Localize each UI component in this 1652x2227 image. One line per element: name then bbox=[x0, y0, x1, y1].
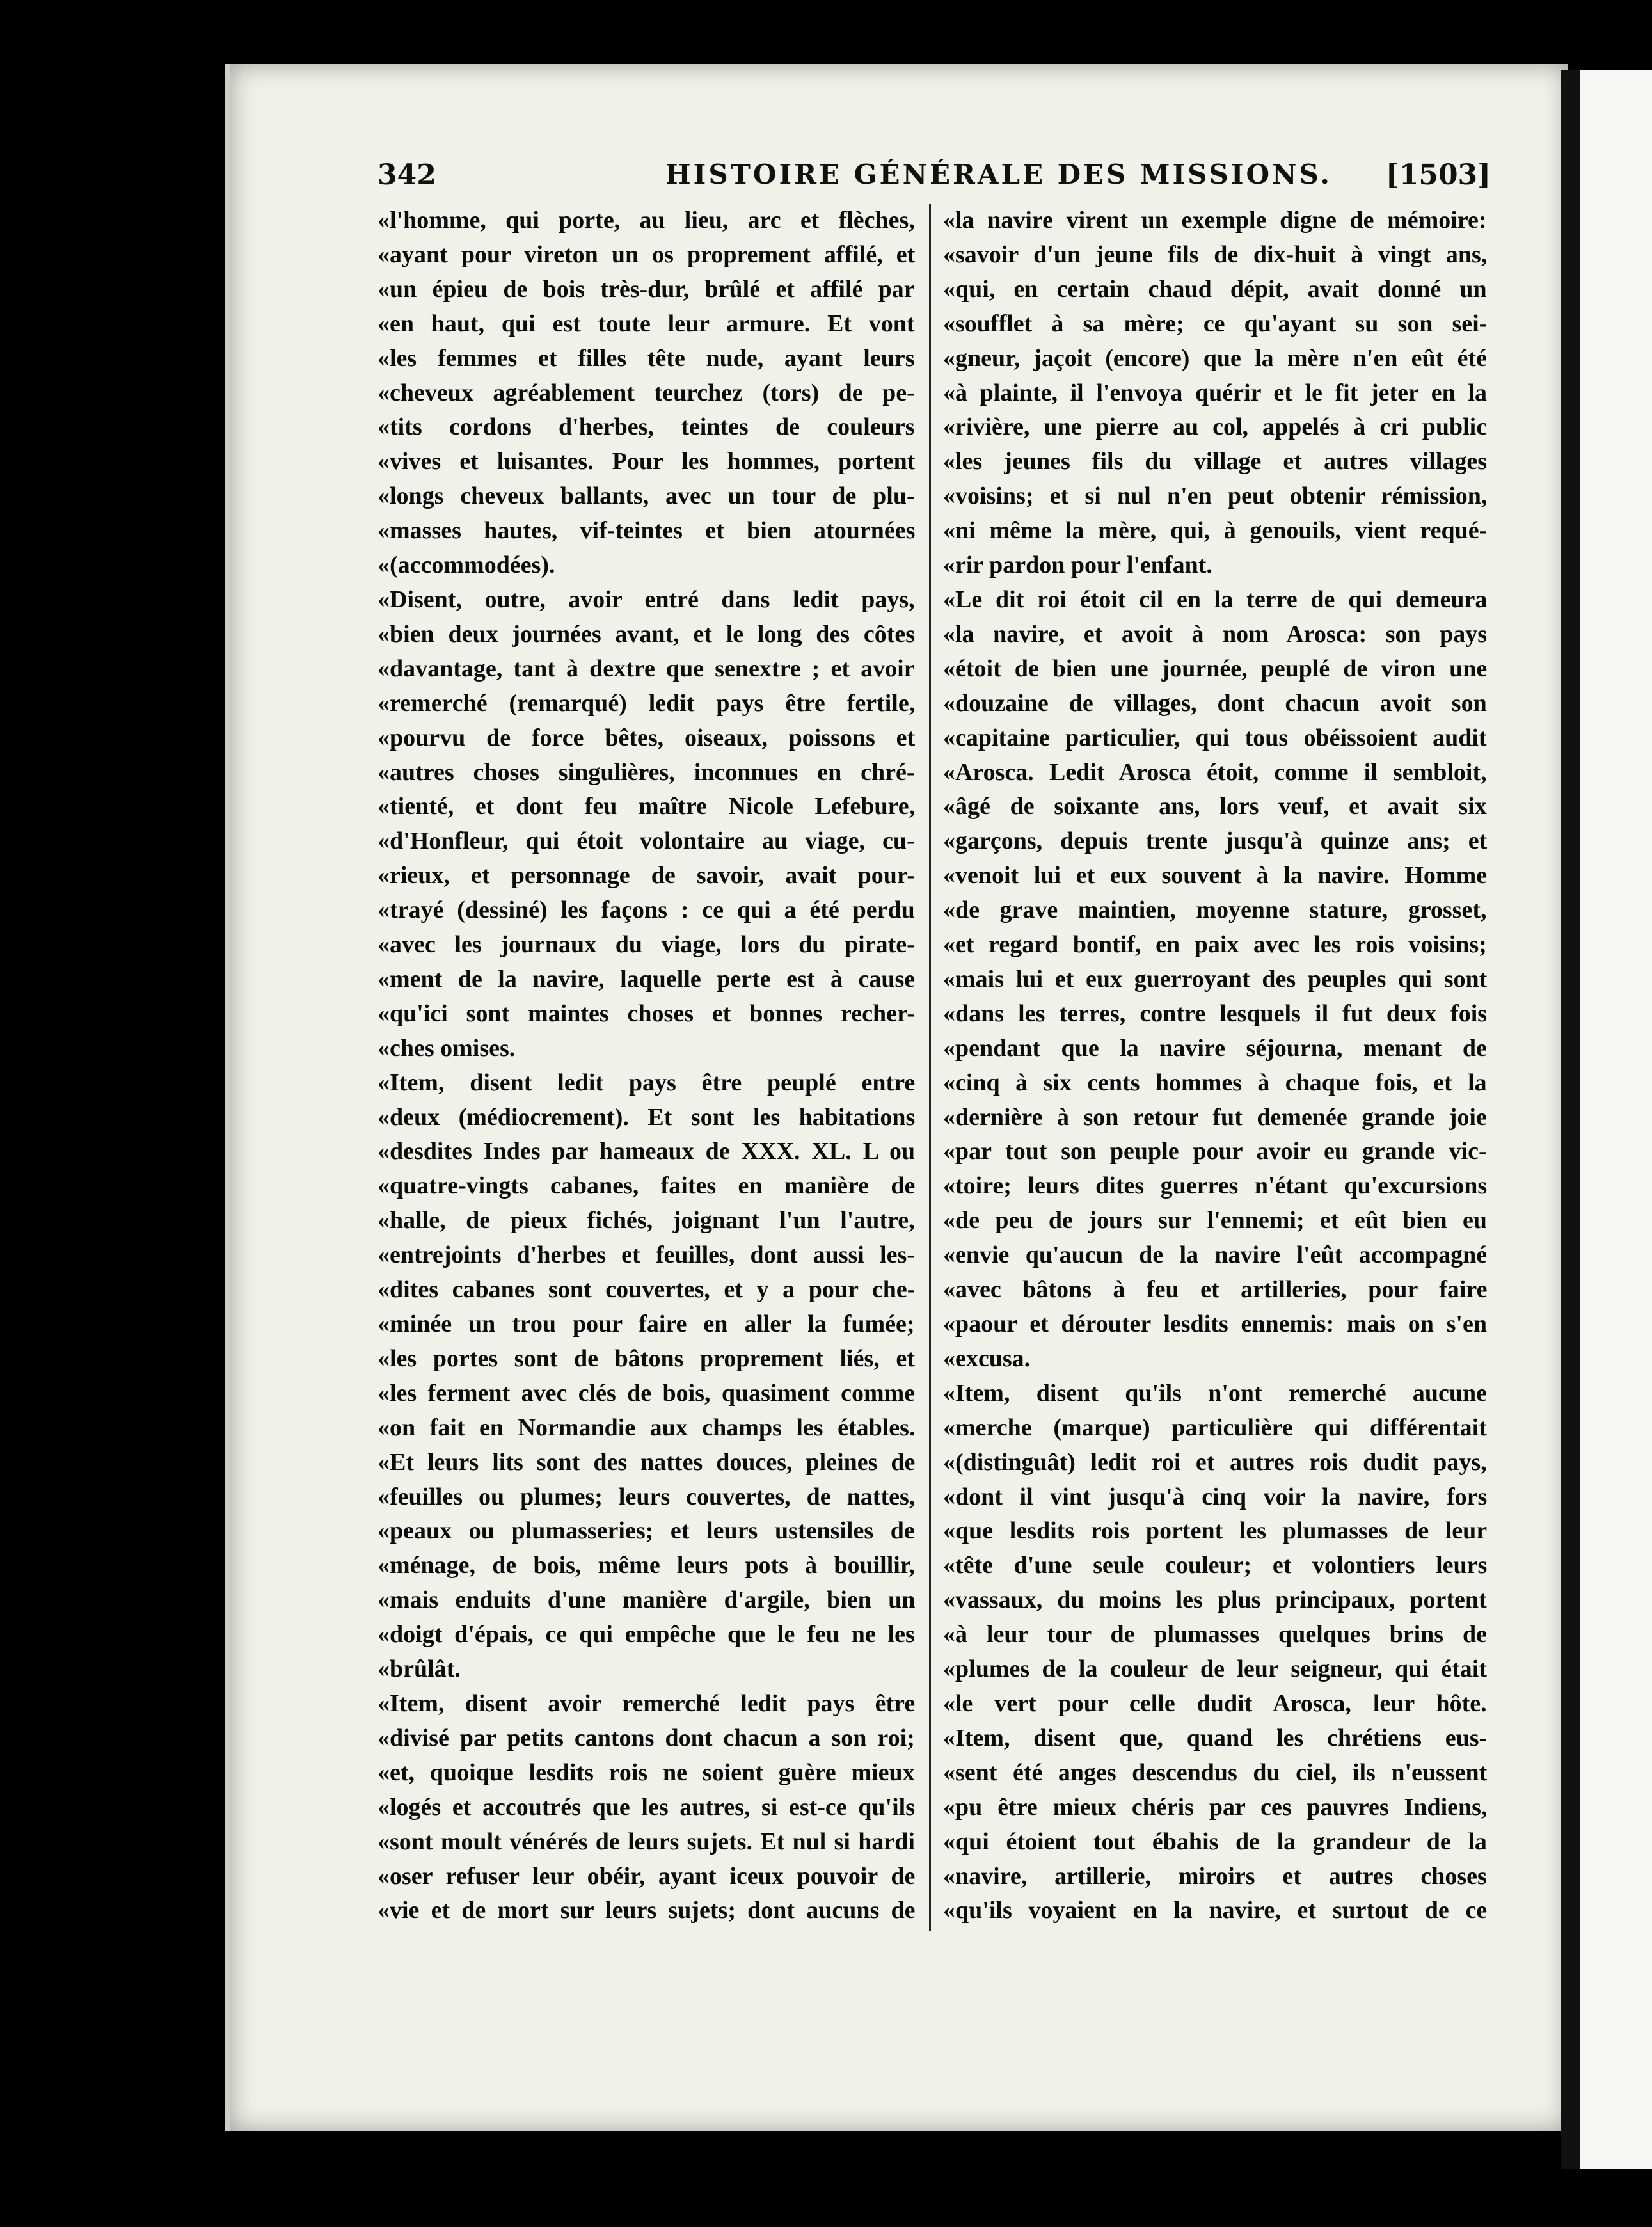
text-line: «un épieu de bois très-dur, brûlé et affilé par bbox=[377, 275, 915, 303]
text-line: «rir pardon pour l'enfant. bbox=[943, 552, 1212, 579]
text-line: «cinq à six cents hommes à chaque fois, et la bbox=[943, 1069, 1487, 1096]
text-line: «dont il vint jusqu'à cinq voir la navire, fors bbox=[943, 1483, 1487, 1510]
text-line: «étoit de bien une journée, peuplé de viron une bbox=[943, 655, 1487, 682]
text-line: «avec bâtons à feu et artilleries, pour faire bbox=[943, 1276, 1487, 1304]
column-divider bbox=[929, 204, 931, 1931]
text-line: «minée un trou pour faire en aller la fumée; bbox=[377, 1311, 915, 1337]
text-line: «l'homme, qui porte, au lieu, arc et flèches, bbox=[377, 207, 915, 234]
text-line: «davantage, tant à dextre que senextre ; et avoir bbox=[377, 655, 915, 682]
text-line: «rieux, et personnage de savoir, avait pour- bbox=[377, 862, 915, 890]
text-line: «tits cordons d'herbes, teintes de couleurs bbox=[377, 413, 915, 441]
text-line: «(distinguât) ledit roi et autres rois dudit pays, bbox=[943, 1448, 1487, 1476]
page-number: 342 bbox=[377, 159, 436, 191]
text-line: «oser refuser leur obéir, ayant iceux pouvoir de bbox=[377, 1862, 915, 1890]
text-line: «douzaine de villages, dont chacun avoit son bbox=[943, 689, 1487, 717]
text-line: «de grave maintien, moyenne stature, grosset, bbox=[943, 897, 1487, 924]
text-line: «dans les terres, contre lesquels il fut deux fois bbox=[943, 1000, 1487, 1027]
running-header bbox=[377, 159, 1491, 197]
text-line: «pendant que la navire séjourna, menant de bbox=[943, 1034, 1487, 1062]
text-line: «on fait en Normandie aux champs les étables. bbox=[377, 1414, 915, 1441]
text-line: «venoit lui et eux souvent à la navire. Homme bbox=[943, 862, 1487, 890]
text-line: «quatre-vingts cabanes, faites en manière de bbox=[377, 1172, 915, 1200]
text-line: «pourvu de force bêtes, oiseaux, poissons et bbox=[377, 724, 915, 751]
text-line: «mais lui et eux guerroyant des peuples qui sont bbox=[943, 965, 1487, 993]
text-line: «brûlât. bbox=[377, 1656, 461, 1683]
text-line: «entrejoints d'herbes et feuilles, dont aussi les- bbox=[377, 1241, 915, 1269]
text-line: «rivière, une pierre au col, appelés à cri public bbox=[943, 413, 1487, 441]
text-line: «sont moult vénérés de leurs sujets. Et nul si hardi bbox=[377, 1828, 915, 1855]
facing-page-edge bbox=[1580, 70, 1652, 2169]
text-line: «sent été anges descendus du ciel, ils n'eussent bbox=[943, 1759, 1487, 1786]
text-line: «qui, en certain chaud dépit, avait donné un bbox=[943, 275, 1487, 303]
text-line: «à leur tour de plumasses quelques brins de bbox=[943, 1621, 1487, 1648]
text-line: «vie et de mort sur leurs sujets; dont aucuns de bbox=[377, 1897, 915, 1924]
text-line: «cheveux agréablement teurchez (tors) de pe- bbox=[377, 379, 915, 406]
text-line: «desdites Indes par hameaux de XXX. XL. L ou bbox=[377, 1138, 915, 1165]
text-line: «remerché (remarqué) ledit pays être fertile, bbox=[377, 689, 915, 717]
text-line: «Item, disent ledit pays être peuplé entre bbox=[377, 1069, 915, 1096]
text-line: «et regard bontif, en paix avec les rois voisins; bbox=[943, 931, 1487, 959]
text-line: «à plainte, il l'envoya quérir et le fit jeter en la bbox=[943, 379, 1487, 406]
text-line: «savoir d'un jeune fils de dix-huit à vingt ans, bbox=[943, 241, 1487, 268]
text-line: «vives et luisantes. Pour les hommes, portent bbox=[377, 448, 915, 475]
text-line: «la navire, et avoit à nom Arosca: son pays bbox=[943, 620, 1487, 648]
text-line: «par tout son peuple pour avoir eu grande vic- bbox=[943, 1138, 1487, 1165]
text-line: «ménage, de bois, même leurs pots à bouillir, bbox=[377, 1552, 915, 1579]
text-line: «le vert pour celle dudit Arosca, leur hôte. bbox=[943, 1689, 1487, 1717]
left-column bbox=[377, 204, 915, 1928]
text-line: «divisé par petits cantons dont chacun a son roi; bbox=[377, 1724, 915, 1752]
running-title: HISTOIRE GÉNÉRALE DES MISSIONS. bbox=[665, 159, 1332, 190]
text-line: «les ferment avec clés de bois, quasiment comme bbox=[377, 1379, 915, 1407]
text-line: «avec les journaux du viage, lors du pirate- bbox=[377, 931, 915, 959]
text-line: «de peu de jours sur l'ennemi; et eût bien eu bbox=[943, 1207, 1487, 1234]
text-line: «envie qu'aucun de la navire l'eût accompagné bbox=[943, 1241, 1487, 1269]
text-line: «Le dit roi étoit cil en la terre de qui demeura bbox=[943, 586, 1487, 613]
text-line: «Item, disent que, quand les chrétiens eus- bbox=[943, 1724, 1487, 1752]
text-line: «doigt d'épais, ce qui empêche que le feu ne les bbox=[377, 1621, 915, 1648]
text-line: «tienté, et dont feu maître Nicole Lefebure, bbox=[377, 793, 915, 820]
text-line: «paour et dérouter lesdits ennemis: mais on s'en bbox=[943, 1311, 1487, 1337]
text-line: «autres choses singulières, inconnues en chré- bbox=[377, 758, 915, 786]
text-line: «(accommodées). bbox=[377, 552, 555, 579]
text-line: «la navire virent un exemple digne de mémoire: bbox=[943, 207, 1487, 234]
text-line: «soufflet à sa mère; ce qu'ayant su son sei- bbox=[943, 310, 1487, 337]
text-line: «les jeunes fils du village et autres villages bbox=[943, 448, 1487, 475]
year-marker: [1503] bbox=[1385, 159, 1491, 191]
text-line: «capitaine particulier, qui tous obéissoient audit bbox=[943, 724, 1487, 751]
text-line: «toire; leurs dites guerres n'étant qu'excursions bbox=[943, 1172, 1487, 1200]
text-line: «dites cabanes sont couvertes, et y a pour che- bbox=[377, 1276, 915, 1304]
text-line: «et, quoique lesdits rois ne soient guère mieux bbox=[377, 1759, 915, 1786]
text-line: «voisins; et si nul n'en peut obtenir rémission, bbox=[943, 483, 1487, 510]
text-line: «ches omises. bbox=[377, 1034, 516, 1062]
text-line: «excusa. bbox=[943, 1345, 1031, 1372]
text-line: «en haut, qui est toute leur armure. Et vont bbox=[377, 310, 915, 337]
text-line: «âgé de soixante ans, lors veuf, et avait six bbox=[943, 793, 1487, 820]
text-line: «Disent, outre, avoir entré dans ledit pays, bbox=[377, 586, 915, 613]
text-line: «qu'ici sont maintes choses et bonnes recher- bbox=[377, 1000, 915, 1027]
text-line: «Item, disent avoir remerché ledit pays être bbox=[377, 1689, 915, 1717]
text-line: «mais enduits d'une manière d'argile, bien un bbox=[377, 1586, 915, 1614]
text-line: «feuilles ou plumes; leurs couvertes, de nattes, bbox=[377, 1483, 915, 1510]
text-line: «halle, de pieux fichés, joignant l'un l'autre, bbox=[377, 1207, 915, 1234]
text-line: «ni même la mère, qui, à genouils, vient requé- bbox=[943, 517, 1487, 545]
text-line: «logés et accoutrés que les autres, si est-ce qu'ils bbox=[377, 1793, 915, 1821]
text-line: «qui étoient tout ébahis de la grandeur de la bbox=[943, 1828, 1487, 1855]
text-line: «Arosca. Ledit Arosca étoit, comme il sembloit, bbox=[943, 758, 1487, 786]
text-line: «peaux ou plumasseries; et leurs ustensiles de bbox=[377, 1517, 915, 1545]
text-line: «Et leurs lits sont des nattes douces, pleines de bbox=[377, 1448, 915, 1476]
text-line: «deux (médiocrement). Et sont les habitations bbox=[377, 1103, 915, 1131]
text-line: «tête d'une seule couleur; et volontiers leurs bbox=[943, 1552, 1487, 1579]
text-line: «dernière à son retour fut demenée grande joie bbox=[943, 1103, 1487, 1131]
text-line: «qu'ils voyaient en la navire, et surtout de ce bbox=[943, 1897, 1487, 1924]
text-line: «longs cheveux ballants, avec un tour de plu- bbox=[377, 483, 915, 510]
text-line: «ayant pour vireton un os proprement affilé, et bbox=[377, 241, 915, 268]
text-line: «d'Honfleur, qui étoit volontaire au viage, cu- bbox=[377, 827, 915, 855]
text-line: «les femmes et filles tête nude, ayant leurs bbox=[377, 344, 915, 372]
text-line: «les portes sont de bâtons proprement liés, et bbox=[377, 1345, 915, 1372]
right-column bbox=[943, 204, 1487, 1928]
text-line: «vassaux, du moins les plus principaux, portent bbox=[943, 1586, 1487, 1614]
text-line: «garçons, depuis trente jusqu'à quinze ans; et bbox=[943, 827, 1487, 855]
text-line: «que lesdits rois portent les plumasses de leur bbox=[943, 1517, 1487, 1545]
text-line: «ment de la navire, laquelle perte est à cause bbox=[377, 965, 915, 993]
text-line: «plumes de la couleur de leur seigneur, qui était bbox=[943, 1656, 1487, 1683]
text-line: «navire, artillerie, miroirs et autres choses bbox=[943, 1862, 1487, 1890]
text-line: «trayé (dessiné) les façons : ce qui a été perdu bbox=[377, 897, 915, 924]
text-line: «Item, disent qu'ils n'ont remerché aucune bbox=[943, 1379, 1487, 1407]
text-line: «gneur, jaçoit (encore) que la mère n'en eût été bbox=[943, 344, 1487, 372]
text-line: «masses hautes, vif-teintes et bien atournées bbox=[377, 517, 915, 545]
text-line: «bien deux journées avant, et le long des côtes bbox=[377, 620, 915, 648]
text-line: «pu être mieux chéris par ces pauvres Indiens, bbox=[943, 1793, 1487, 1821]
text-line: «merche (marque) particulière qui différentait bbox=[943, 1414, 1487, 1441]
